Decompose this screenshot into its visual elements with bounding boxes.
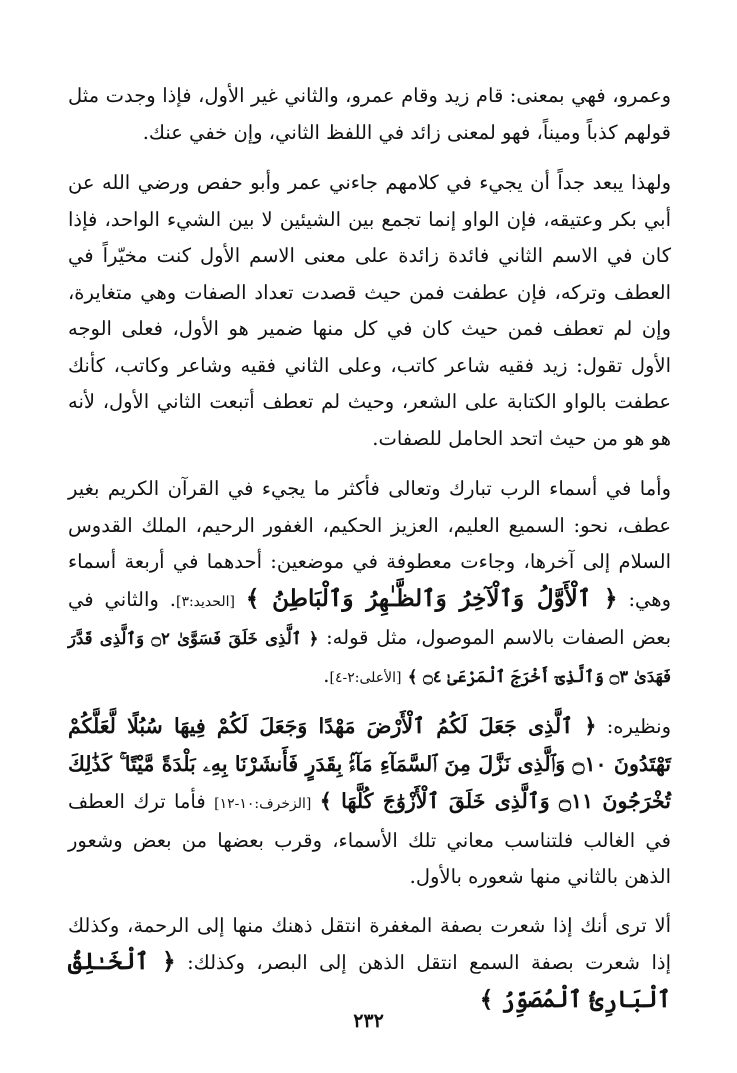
- verse-reference-ala: [الأعلى:٢-٤]: [329, 669, 402, 686]
- paragraph-4-intro: ونظيره:: [606, 715, 671, 738]
- quran-verse-ala: ﴿ ٱلَّذِى خَلَقَ فَسَوَّىٰ ۝٢ وَٱلَّذِى قَدَّرَ فَهَدَىٰ ۝٣ وَٱلَّذِىٓ أَخْرَجَ ٱلْمَرْعَىٰ ۝٤ ﴾: [68, 629, 671, 686]
- paragraph-3-intro: وأما في أسماء الرب تبارك وتعالى فأكثر ما يجيء في القرآن الكريم بغير عطف، نحو: السميع العليم، العزيز الحكيم، الغفور الرحيم، الملك القدوس السلام إلى آخرها، وجاءت معطوفة في موضعين: أحدهما في أربعة أسماء وهي:: [68, 477, 671, 611]
- paragraph-1: وعمرو، فهي بمعنى: قام زيد وقام عمرو، والثاني غير الأول، فإذا وجدت مثل قولهم كذباً وميناً، فهو لمعنى زائد في اللفظ الثاني، وإن خفي عنك.: [68, 84, 671, 144]
- quran-verse-zukhruf: ﴿ ٱلَّذِى جَعَلَ لَكُمُ ٱلْأَرْضَ مَهْدًا وَجَعَلَ لَكُمْ فِيهَا سُبُلًا لَّعَلَّكُمْ تَهْتَدُونَ ۝١٠ وَٱلَّذِى نَزَّلَ مِنَ ٱلسَّمَآءِ مَآءًۢ بِقَدَرٍ فَأَنشَرْنَا بِهِۦ بَلْدَةً مَّيْتًا ۚ كَذَٰلِكَ تُخْرَجُونَ ۝١١ وَٱلَّذِى خَلَقَ ٱلْأَزْوَٰجَ كُلَّهَا ﴾: [68, 714, 671, 813]
- quran-verse-hashr: ﴿ ٱلْخَـٰلِقُ ٱلْبَارِئُ ٱلْمُصَوِّرُ ﴾: [68, 948, 671, 1013]
- paragraph-5-body: ألا ترى أنك إذا شعرت بصفة المغفرة انتقل ذهنك منها إلى الرحمة، وكذلك إذا شعرت بصفة السمع انتقل الذهن إلى البصر، وكذلك:: [68, 913, 671, 974]
- paragraph-5: [68, 908, 671, 1020]
- page-number: ٢٣٢: [353, 1010, 384, 1032]
- verse-reference-zukhruf: [الزخرف:١٠-١٢]: [214, 796, 312, 812]
- paragraph-3-end: .: [323, 663, 330, 687]
- paragraph-3: [68, 471, 671, 696]
- paragraph-4-body: فأما ترك العطف في الغالب فلتناسب معاني تلك الأسماء، وقرب بعضها من بعض وشعور الذهن بالثاني منها شعوره بالأول.: [68, 790, 671, 888]
- paragraph-2: ولهذا يبعد جداً أن يجيء في كلامهم جاءني عمر وأبو حفص ورضي الله عن أبي بكر وعتيقه، فإن الواو إنما تجمع بين الشيئين لا بين الشيء الواحد، فإذا كان في الاسم الثاني فائدة زائدة على معنى الاسم الأول كنت مخيّراً في العطف وتركه، فإن عطفت فمن حيث قصدت تعداد الصفات وهي متغايرة، وإن لم تعطف فمن حيث كان في كل منها ضمير هو الأول، فعلى الوجه الأول تقول: زيد فقيه شاعر كاتب، وعلى الثاني فقيه وشاعر وكاتب، كأنك عطفت بالواو الكتابة على الشعر، وحيث لم تعطف أتبعت الثاني الأول، لأنه هو هو من حيث اتحد الحامل للصفات.: [68, 171, 671, 450]
- paragraph-4: [68, 708, 671, 896]
- paragraph-3-middle: . والثاني في بعض الصفات بالاسم الموصول، مثل قوله:: [68, 587, 671, 649]
- verse-reference-hadid: [الحديد:٣]: [175, 593, 235, 610]
- quran-verse-hadid: ﴿ ٱلْأَوَّلُ وَٱلْآخِرُ وَٱلظَّـٰهِرُ وَٱلْبَاطِنُ ﴾: [245, 584, 618, 612]
